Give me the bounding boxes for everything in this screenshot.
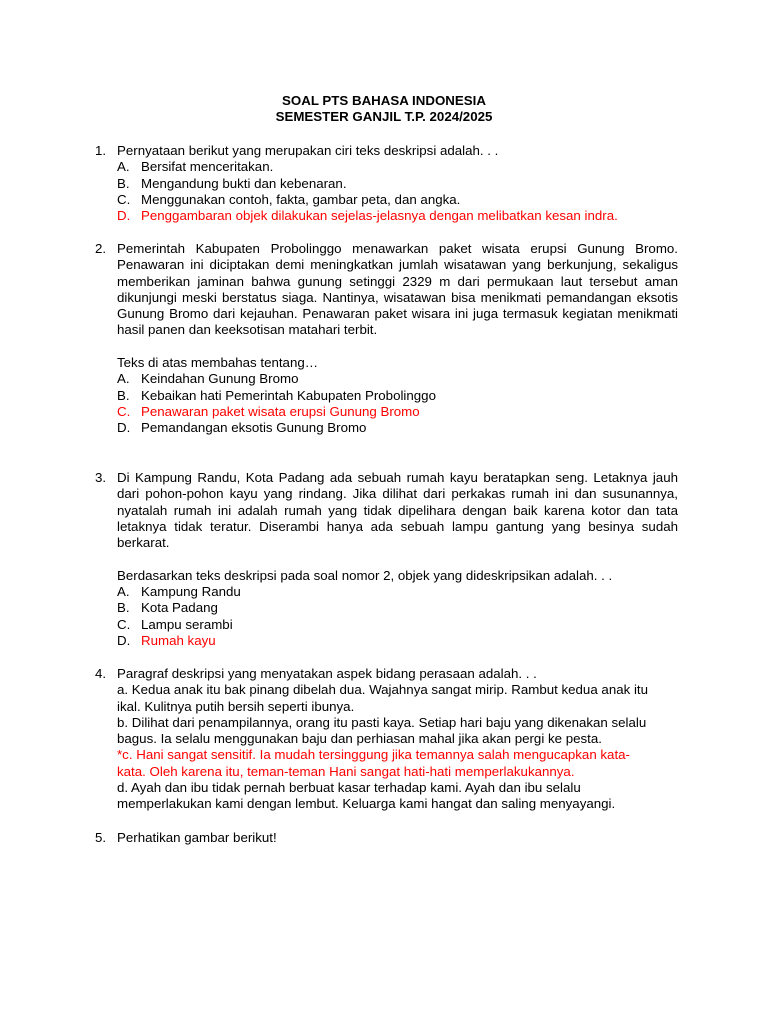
question-number: 1.: [95, 143, 107, 158]
option-a-line: a. Kedua anak itu bak pinang dibelah dua. Wajahnya sangat mirip. Rambut kedua anak itu: [117, 682, 648, 698]
option-a: A. Kampung Randu: [117, 584, 241, 600]
option-c-answer: C. Penawaran paket wisata erupsi Gunung Bromo: [117, 403, 420, 419]
question-stem: Teks di atas membahas tentang…: [117, 355, 319, 371]
question-1: [95, 143, 678, 224]
option-b: B. Mengandung bukti dan kebenaran.: [117, 175, 347, 191]
option-d-answer: D. Penggambaran objek dilakukan sejelas-jelasnya dengan melibatkan kesan indra.: [117, 208, 618, 224]
option-a-line: ikal. Kulitnya putih bersih seperti ibunya.: [117, 698, 355, 714]
option-d-answer: D. Rumah kayu: [117, 632, 216, 648]
option-a: A. Bersifat menceritakan.: [117, 159, 274, 175]
document-title: SOAL PTS BAHASA INDONESIA: [282, 93, 486, 108]
option-d-line: d. Ayah dan ibu tidak pernah berbuat kasar terhadap kami. Ayah dan ibu selalu: [117, 780, 581, 796]
option-c: C. Menggunakan contoh, fakta, gambar peta, dan angka.: [117, 191, 461, 207]
option-a: A. Keindahan Gunung Bromo: [117, 371, 299, 387]
question-5: [95, 830, 678, 846]
option-b: B. Kota Padang: [117, 600, 218, 616]
option-c-answer-line: *c. Hani sangat sensitif. Ia mudah tersinggung jika temannya salah mengucapkan kata-: [117, 747, 630, 763]
question-number: 4.: [95, 666, 107, 681]
question-4: [95, 666, 678, 813]
question-number: 3.: [95, 470, 107, 485]
question-3: [95, 470, 678, 649]
option-b: B. Kebaikan hati Pemerintah Kabupaten Probolinggo: [117, 387, 436, 403]
question-2: [95, 241, 678, 437]
question-passage: Pemerintah Kabupaten Probolinggo menawarkan paket wisata erupsi Gunung Bromo. Penawaran ini diciptakan demi meningkatkan jumlah wisatawan yang berkunjung, sekaligus memberikan jaminan bahwa gunung setinggi 2329 m dari permukaan laut tersebut aman dikunjungi meski berstatus siaga. Nantinya, wisatawan bisa menikmati pemandangan eksotis Gunung Bromo dari kejauhan. Penawaran paket wisara ini juga termasuk kegiatan menikmati hasil panen dan keeksotisan matahari terbit.: [117, 241, 678, 338]
option-d-line: memperlakukan kami dengan lembut. Keluarga kami hangat dan saling menyayangi.: [117, 796, 616, 812]
question-number: 5.: [95, 830, 107, 845]
option-list: [117, 159, 678, 224]
question-stem: Berdasarkan teks deskripsi pada soal nomor 2, objek yang dideskripsikan adalah. . .: [117, 567, 613, 583]
option-b-line: b. Dilihat dari penampilannya, orang itu pasti kaya. Setiap hari baju yang dikenakan selalu: [117, 714, 647, 730]
question-stem: Pernyataan berikut yang merupakan ciri teks deskripsi adalah. . .: [117, 143, 499, 158]
option-d: D. Pemandangan eksotis Gunung Bromo: [117, 420, 367, 436]
option-list: [117, 584, 678, 649]
question-stem: Paragraf deskripsi yang menyatakan aspek bidang perasaan adalah. . .: [117, 666, 537, 681]
document-subtitle: SEMESTER GANJIL T.P. 2024/2025: [275, 109, 493, 124]
question-stem: Perhatikan gambar berikut!: [117, 830, 277, 845]
question-passage: Di Kampung Randu, Kota Padang ada sebuah rumah kayu beratapkan seng. Letaknya jauh dari pohon-pohon kayu yang rindang. Jika dilihat dari perkakas rumah ini dan susunannya, nyatalah rumah ini adalah rumah yang tidak dipelihara dengan baik karena kotor dan tata letaknya tidak teratur. Diserambi hanya ada sebuah lampu gantung yang besinya sudah berkarat.: [117, 470, 678, 551]
option-list: [117, 371, 678, 436]
option-c: C. Lampu serambi: [117, 616, 233, 632]
option-c-answer-line: kata. Oleh karena itu, teman-teman Hani sangat hati-hati memperlakukannya.: [117, 763, 575, 779]
option-b-line: bagus. Ia selalu menggunakan baju dan perhiasan mahal jika akan pergi ke pesta.: [117, 731, 602, 747]
question-number: 2.: [95, 241, 107, 256]
